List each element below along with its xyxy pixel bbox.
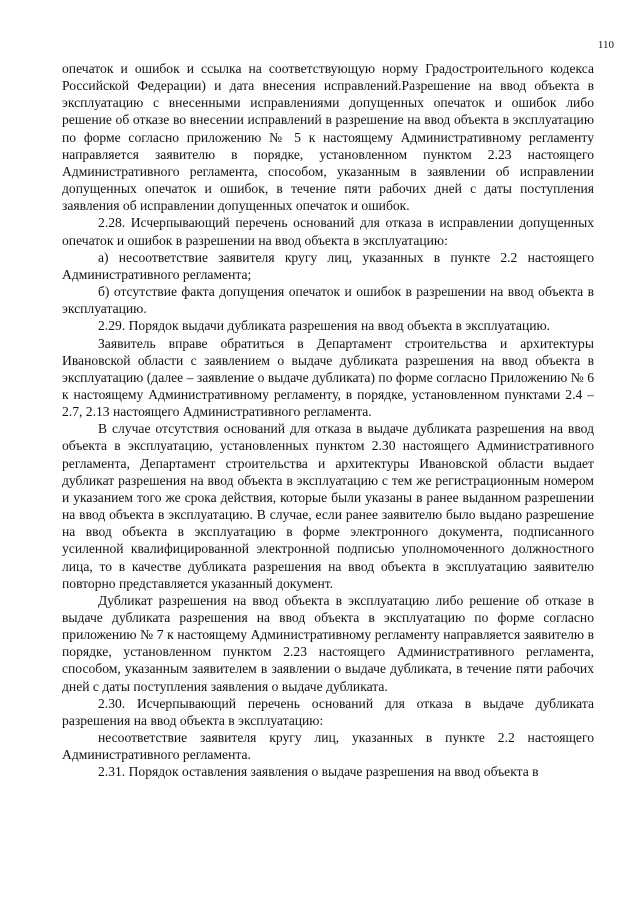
paragraph-1: опечаток и ошибок и ссылка на соответствующую норму Градостроительного кодекса Российской Федерации) и дата внесения исправлений.Разрешение на ввод объекта в эксплуатацию с внесенными исправлениями допущенных опечаток и ошибок либо решение об отказе во внесении исправлений в разрешение на ввод объекта в эксплуатацию по форме согласно приложению № 5 к настоящему Административному регламенту направляется заявителю в порядке, установленном пунктом 2.23 настоящего Административного регламента, способом, указанным в заявлении об исправлении допущенных опечаток и ошибок, в течение пяти рабочих дней с даты поступления заявления об исправлении допущенных опечаток и ошибок. <box>62 61 594 214</box>
paragraph-2: 2.28. Исчерпывающий перечень оснований для отказа в исправлении допущенных опечаток и ошибок в разрешении на ввод объекта в эксплуатацию: <box>62 215 594 248</box>
paragraph-7: В случае отсутствия оснований для отказа в выдаче дубликата разрешения на ввод объекта в эксплуатацию, установленных пунктом 2.30 настоящего Административного регламента, Департамент строительства и архитектуры Ивановской области выдает дубликат разрешения на ввод объекта в эксплуатацию с тем же регистрационным номером и указанием того же срока действия, которые были указаны в ранее выданном разрешении на ввод объекта в эксплуатацию. В случае, если ранее заявителю было выдано разрешение на ввод объекта в эксплуатацию в форме электронного документа, подписанного усиленной квалифицированной электронной подписью уполномоченного должностного лица, то в качестве дубликата разрешения на ввод объекта в эксплуатацию заявителю повторно представляется указанный документ. <box>62 421 594 591</box>
paragraph-6: Заявитель вправе обратиться в Департамент строительства и архитектуры Ивановской области с заявлением о выдаче дубликата разрешения на ввод объекта в эксплуатацию (далее – заявление о выдаче дубликата) по форме согласно Приложению № 6 к настоящему Административному регламенту, в порядке, установленном пунктами 2.4 – 2.7, 2.13 настоящего Административного регламента. <box>62 335 594 420</box>
paragraph-11: 2.31. Порядок оставления заявления о выдаче разрешения на ввод объекта в <box>98 764 539 780</box>
paragraph-10: несоответствие заявителя кругу лиц, указанных в пункте 2.2 настоящего Административного регламента. <box>62 730 594 763</box>
document-body <box>62 60 594 781</box>
page-number: 110 <box>597 39 614 51</box>
paragraph-3: а) несоответствие заявителя кругу лиц, указанных в пункте 2.2 настоящего Административного регламента; <box>62 249 594 282</box>
paragraph-8: Дубликат разрешения на ввод объекта в эксплуатацию либо решение об отказе в выдаче дубликата разрешения на ввод объекта в эксплуатацию по форме согласно приложению № 7 к настоящему Административному регламенту направляется заявителю в порядке, установленном пунктом 2.23 настоящего Административного регламента, способом, указанным заявителем в заявлении о выдаче дубликата, в течение пяти рабочих дней с даты поступления заявления о выдаче дубликата. <box>62 592 594 694</box>
paragraph-4: б) отсутствие факта допущения опечаток и ошибок в разрешении на ввод объекта в эксплуатацию. <box>62 284 594 317</box>
paragraph-9: 2.30. Исчерпывающий перечень оснований для отказа в выдаче дубликата разрешения на ввод объекта в эксплуатацию: <box>62 695 594 728</box>
paragraph-5: 2.29. Порядок выдачи дубликата разрешения на ввод объекта в эксплуатацию. <box>98 318 551 334</box>
